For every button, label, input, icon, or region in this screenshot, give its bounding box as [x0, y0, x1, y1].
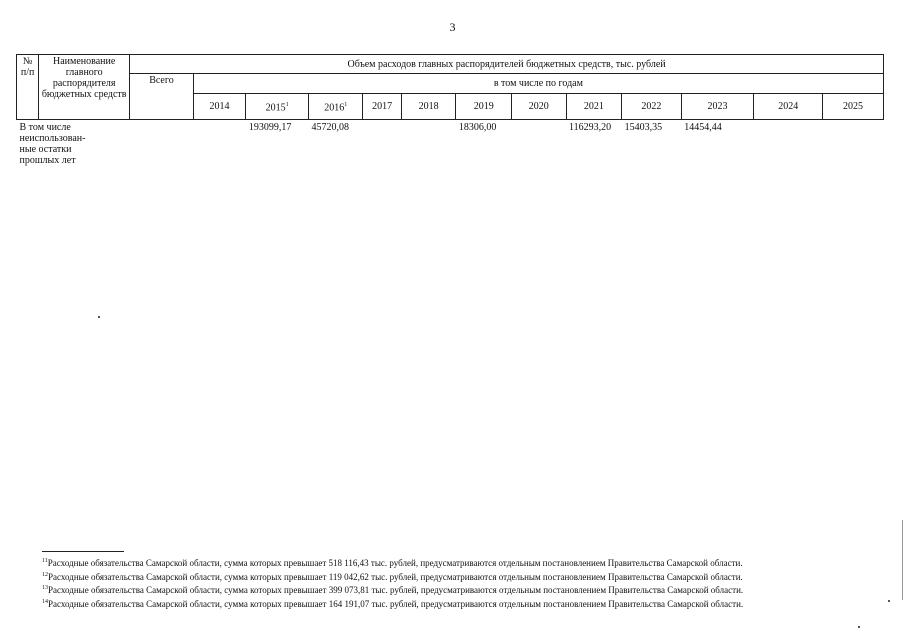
row-label-line: прошлых лет [19, 155, 76, 166]
scan-speck [888, 600, 890, 602]
cell-2019: 18306,00 [458, 122, 497, 133]
footnote-mark: 12 [42, 571, 48, 578]
year-header-2019: 2019 [456, 94, 512, 120]
cell-2023: 14454,44 [684, 122, 722, 133]
footnote-text: Расходные обязательства Самарской области, сумма которых превышает 119 042,62 тыс. рублей, предусматриваются отдельным постановлением Правительства Самарской области. [48, 571, 743, 582]
year-header-2014: 2014 [193, 94, 246, 120]
column-header-number: № п/п [17, 55, 39, 120]
footnote [42, 597, 882, 611]
footnote [42, 556, 882, 570]
scan-speck [98, 316, 100, 318]
cell-2025 [823, 120, 884, 169]
year-header-2025: 2025 [823, 94, 884, 120]
years-subheader: в том числе по годам [193, 74, 883, 94]
cell-2015: 193099,17 [248, 122, 292, 133]
year-header-2015: 2015$^1$ [246, 94, 309, 120]
footnotes [42, 556, 882, 610]
row-label-line: В том числе [19, 122, 71, 133]
footnote-text: Расходные обязательства Самарской области, сумма которых превышает 399 073,81 тыс. рублей, предусматриваются отдельным постановлением Правительства Самарской области. [48, 585, 744, 595]
budget-table [16, 54, 884, 168]
cell-2017 [363, 120, 401, 169]
footnote-text: Расходные обязательства Самарской области, сумма которых превышает 518 116,43 тыс. рублей, предусматриваются отдельным постановлением Правительства Самарской области. [47, 558, 743, 568]
footnote-mark: 14 [42, 598, 48, 605]
row-label-line: неиспользован- [19, 133, 86, 144]
cell-2021: 116293,20 [569, 122, 612, 133]
year-header-2021: 2021 [566, 94, 622, 120]
year-header-2022: 2022 [622, 94, 682, 120]
footnote-separator [42, 551, 124, 552]
cell-2016: 45720,08 [311, 122, 349, 133]
footnote [42, 570, 882, 584]
year-header-2024: 2024 [754, 94, 823, 120]
year-header-2020: 2020 [511, 94, 566, 120]
page-number: 3 [449, 20, 456, 34]
footnote-mark: 11 [42, 558, 48, 564]
scan-speck [858, 626, 860, 628]
cell-2024 [754, 120, 823, 169]
table-row [17, 120, 884, 169]
column-header-name: Наименование главного распорядителя бюджетных средств [39, 55, 130, 120]
cell-2014 [193, 120, 246, 169]
cell-2022: 15403,35 [624, 122, 663, 133]
row-label [17, 120, 130, 169]
footnote-mark: 13 [42, 585, 48, 591]
cell-2018 [401, 120, 456, 169]
scan-edge-mark [902, 520, 903, 600]
row-total [130, 120, 194, 169]
year-header-2016: 2016$^1$ [308, 94, 363, 120]
year-header-2017: 2017 [363, 94, 401, 120]
footnote-text: Расходные обязательства Самарской области, сумма которых превышает 164 191,07 тыс. рублей, предусматриваются отдельным постановлением Правительства Самарской области. [48, 598, 744, 609]
year-header-2023: 2023 [681, 94, 754, 120]
column-group-header: Объем расходов главных распорядителей бюджетных средств, тыс. рублей [130, 55, 884, 74]
column-header-total: Всего [130, 74, 194, 120]
cell-2020 [511, 120, 566, 169]
footnote [42, 583, 882, 597]
row-label-line: ные остатки [19, 144, 72, 155]
year-header-2018: 2018 [401, 94, 456, 120]
